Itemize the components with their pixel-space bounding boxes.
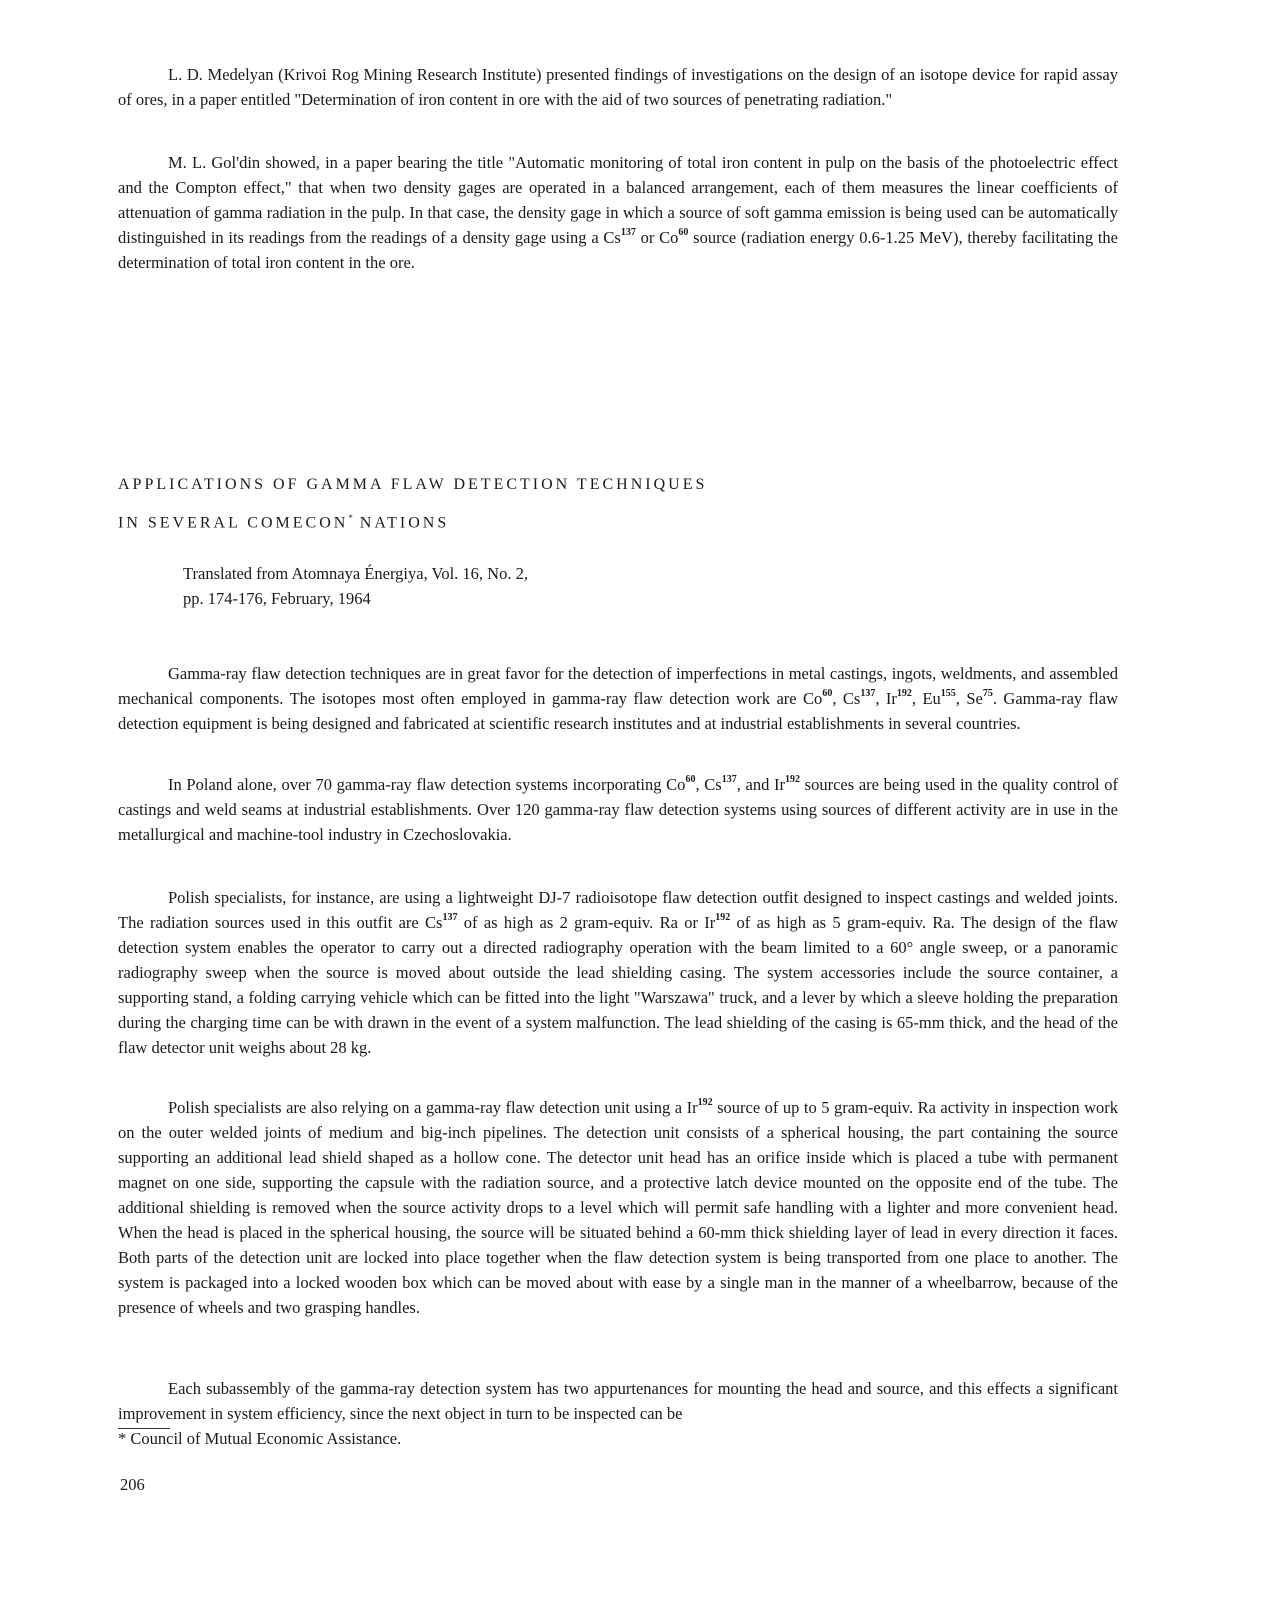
- footnote: * Council of Mutual Economic Assistance.: [118, 1429, 402, 1448]
- intro-paragraph-goldin: M. L. Gol'din showed, in a paper bearing the title "Automatic monitoring of total iron content in pulp on the basis of the photoelectric effect and the Compton effect," that when two density gages are operated in a balanced arrangement, each of them measures the linear coefficients of attenuation of gamma radiation in the pulp. In that case, the density gage in which a source of soft gamma emission is being used can be automatically distinguished in its readings from the readings of a density gage using a Cs$^{137}$ or Co$^{60}$ source (radiation energy 0.6-1.25 MeV), thereby facilitating the determination of total iron content in the ore.: [118, 153, 1118, 272]
- body-paragraph-2: In Poland alone, over 70 gamma-ray flaw detection systems incorporating Co$^{60}$, Cs$^{137}$, and Ir$^{192}$ sources are being used in the quality control of castings and weld seams at industrial establishments. Over 120 gamma-ray flaw detection systems using sources of different activity are in use in the metallurgical and machine-tool industry in Czechoslovakia.: [118, 773, 1118, 844]
- article-title-line-2: IN SEVERAL COMECON* NATIONS: [118, 513, 450, 532]
- footnote-marker: *: [348, 513, 353, 523]
- body-paragraph-4: Polish specialists are also relying on a gamma-ray flaw detection unit using a Ir$^{192}$ source of up to 5 gram-equiv. Ra activity in inspection work on the outer welded joints of medium and big-inch pipelines. The detection unit consists of a spherical housing, the part containing the source supporting an additional lead shield shaped as a hollow cone. The detector unit head has an orifice inside which is placed a tube with permanent magnet on one side, supporting the capsule with the radiation source, and a protective latch device mounted on the opposite end of the tube. The additional shielding is removed when the source activity drops to a level which will permit safe handling with a lighter and more convenient head. When the head is placed in the spherical housing, the source will be situated behind a 60-mm thick shielding layer of lead in every direction it faces. Both parts of the detection unit are locked into place together when the flaw detection system is being transported from one place to another. The system is packaged into a locked wooden box which can be moved about with ease by a single man in the manner of a wheelbarrow, because of the presence of wheels and two grasping handles.: [118, 1096, 1118, 1317]
- body-paragraph-5: Each subassembly of the gamma-ray detection system has two appurtenances for mounting the head and source, and this effects a significant improvement in system efficiency, since the next object in turn to be inspected can be: [118, 1379, 1118, 1423]
- intro-paragraph-medelyan: L. D. Medelyan (Krivoi Rog Mining Research Institute) presented findings of investigations on the design of an isotope device for rapid assay of ores, in a paper entitled "Determination of iron content in ore with the aid of two sources of penetrating radiation.": [118, 65, 1118, 109]
- translation-source: Translated from Atomnaya Énergiya, Vol. 16, No. 2, pp. 174-176, February, 1964: [183, 564, 528, 608]
- body-paragraph-3: Polish specialists, for instance, are using a lightweight DJ-7 radioisotope flaw detection outfit designed to inspect castings and welded joints. The radiation sources used in this outfit are Cs$^{137}$ of as high as 2 gram-equiv. Ra or Ir$^{192}$ of as high as 5 gram-equiv. Ra. The design of the flaw detection system enables the operator to carry out a directed radiography operation with the beam limited to a 60° angle sweep, or a panoramic radiography sweep when the source is moved about outside the lead shielding casing. The system accessories include the source container, a supporting stand, a folding carrying vehicle which can be fitted into the light "Warszawa" truck, and a lever by which a sleeve holding the preparation during the charging time can be with drawn in the event of a system malfunction. The lead shielding of the casing is 65-mm thick, and the head of the flaw detector unit weighs about 28 kg.: [118, 888, 1118, 1057]
- body-paragraph-1: Gamma-ray flaw detection techniques are in great favor for the detection of imperfections in metal castings, ingots, weldments, and assembled mechanical components. The isotopes most often employed in gamma-ray flaw detection work are Co$^{60}$, Cs$^{137}$, Ir$^{192}$, Eu$^{155}$, Se$^{75}$. Gamma-ray flaw detection equipment is being designed and fabricated at scientific research institutes and at industrial establishments in several countries.: [118, 664, 1118, 733]
- page-number: 206: [120, 1475, 145, 1494]
- article-title-line-1: APPLICATIONS OF GAMMA FLAW DETECTION TECHNIQUES: [118, 476, 708, 493]
